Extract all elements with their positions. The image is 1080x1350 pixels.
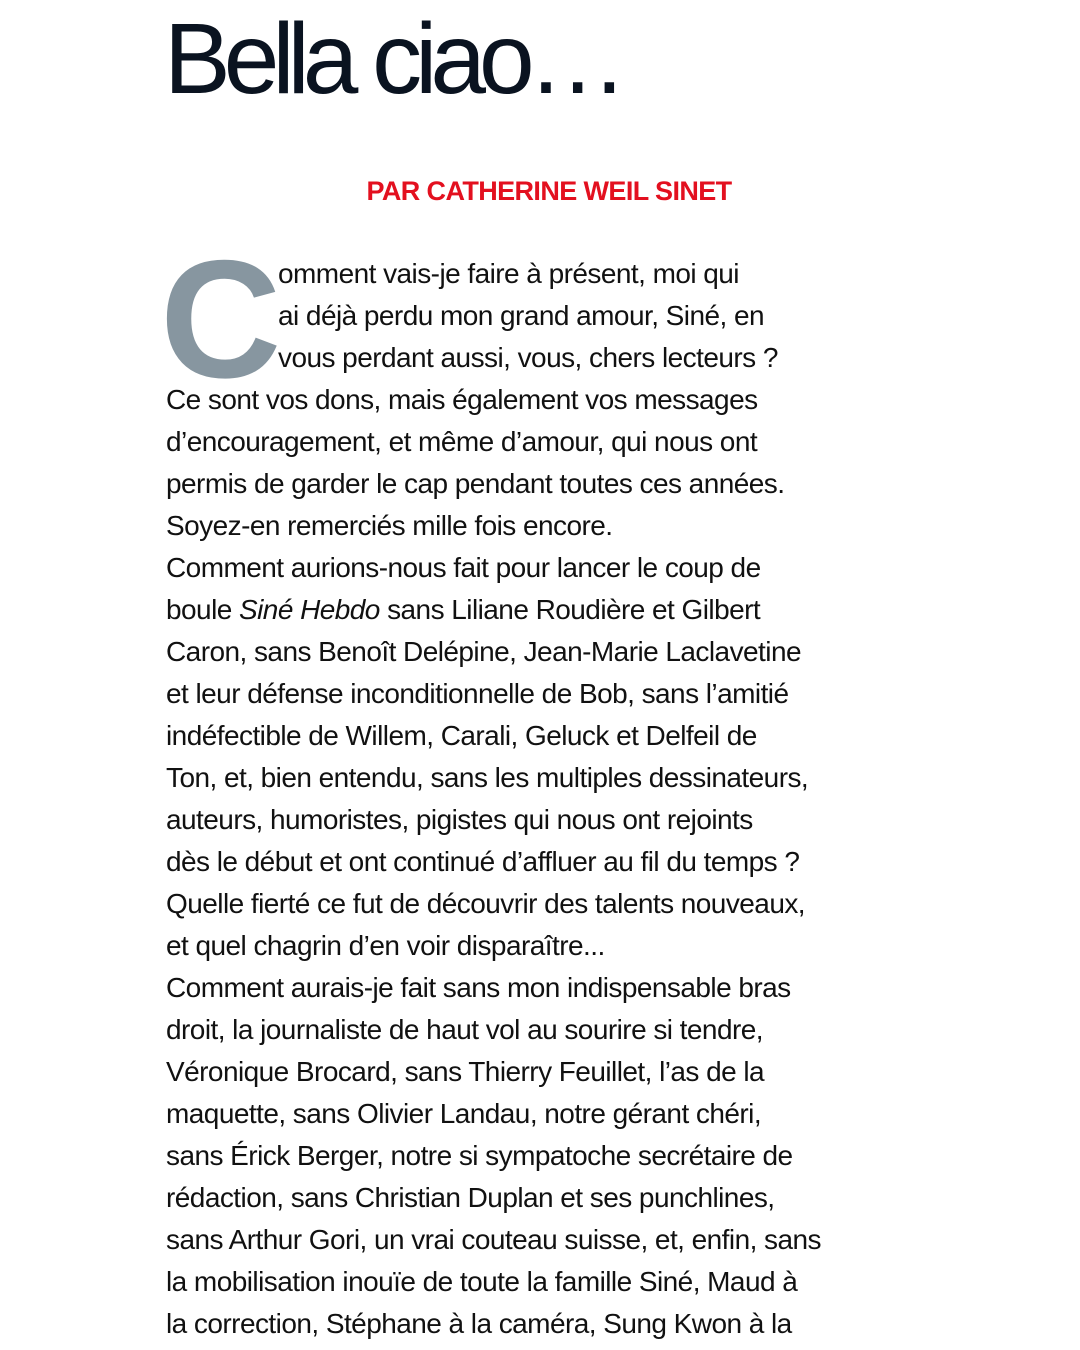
text-line: maquette, sans Olivier Landau, notre gérant chéri, bbox=[166, 1098, 762, 1129]
text-line: vous perdant aussi, vous, chers lecteurs ? bbox=[278, 342, 778, 373]
drop-cap: C bbox=[160, 225, 282, 413]
text-line: Véronique Brocard, sans Thierry Feuillet, l’as de la bbox=[166, 1056, 765, 1087]
text-line: omment vais-je faire à présent, moi qui bbox=[278, 258, 739, 289]
text-line: Caron, sans Benoît Delépine, Jean-Marie Laclavetine bbox=[166, 636, 801, 667]
publication-title: Siné Hebdo bbox=[239, 594, 380, 625]
text-line: Comment aurions-nous fait pour lancer le coup de bbox=[166, 552, 761, 583]
text-line: et leur défense inconditionnelle de Bob, sans l’amitié bbox=[166, 678, 789, 709]
text-line: sans Érick Berger, notre si sympatoche secrétaire de bbox=[166, 1140, 793, 1171]
text-line: indéfectible de Willem, Carali, Geluck et Delfeil de bbox=[166, 720, 757, 751]
text-line bbox=[166, 589, 926, 631]
text-line: Soyez-en remerciés mille fois encore. bbox=[166, 510, 613, 541]
text-line: d’encouragement, et même d’amour, qui nous ont bbox=[166, 426, 758, 457]
article-lines bbox=[166, 253, 926, 1345]
text-line: la correction, Stéphane à la caméra, Sung Kwon à la bbox=[166, 1308, 792, 1339]
text-line: Ton, et, bien entendu, sans les multiples dessinateurs, bbox=[166, 762, 809, 793]
text-line: et quel chagrin d’en voir disparaître... bbox=[166, 930, 605, 961]
page-title: Bella ciao… bbox=[164, 3, 621, 115]
text-line: Quelle fierté ce fut de découvrir des talents nouveaux, bbox=[166, 888, 806, 919]
text-line: ai déjà perdu mon grand amour, Siné, en bbox=[278, 300, 764, 331]
text-line: rédaction, sans Christian Duplan et ses punchlines, bbox=[166, 1182, 775, 1213]
text-line: auteurs, humoristes, pigistes qui nous ont rejoints bbox=[166, 804, 753, 835]
author-byline: PAR CATHERINE WEIL SINET bbox=[366, 176, 732, 206]
text-line: la mobilisation inouïe de toute la famille Siné, Maud à bbox=[166, 1266, 798, 1297]
text-line: permis de garder le cap pendant toutes ces années. bbox=[166, 468, 785, 499]
text-line: dès le début et ont continué d’affluer au fil du temps ? bbox=[166, 846, 800, 877]
text-line: sans Arthur Gori, un vrai couteau suisse, et, enfin, sans bbox=[166, 1224, 822, 1255]
text-line: Ce sont vos dons, mais également vos messages bbox=[166, 384, 758, 415]
text-segment: sans Liliane Roudière et Gilbert bbox=[379, 594, 761, 625]
text-segment: boule bbox=[166, 594, 239, 625]
text-line: Comment aurais-je fait sans mon indispensable bras bbox=[166, 972, 791, 1003]
article-body bbox=[160, 225, 926, 1345]
text-line: droit, la journaliste de haut vol au sourire si tendre, bbox=[166, 1014, 763, 1045]
